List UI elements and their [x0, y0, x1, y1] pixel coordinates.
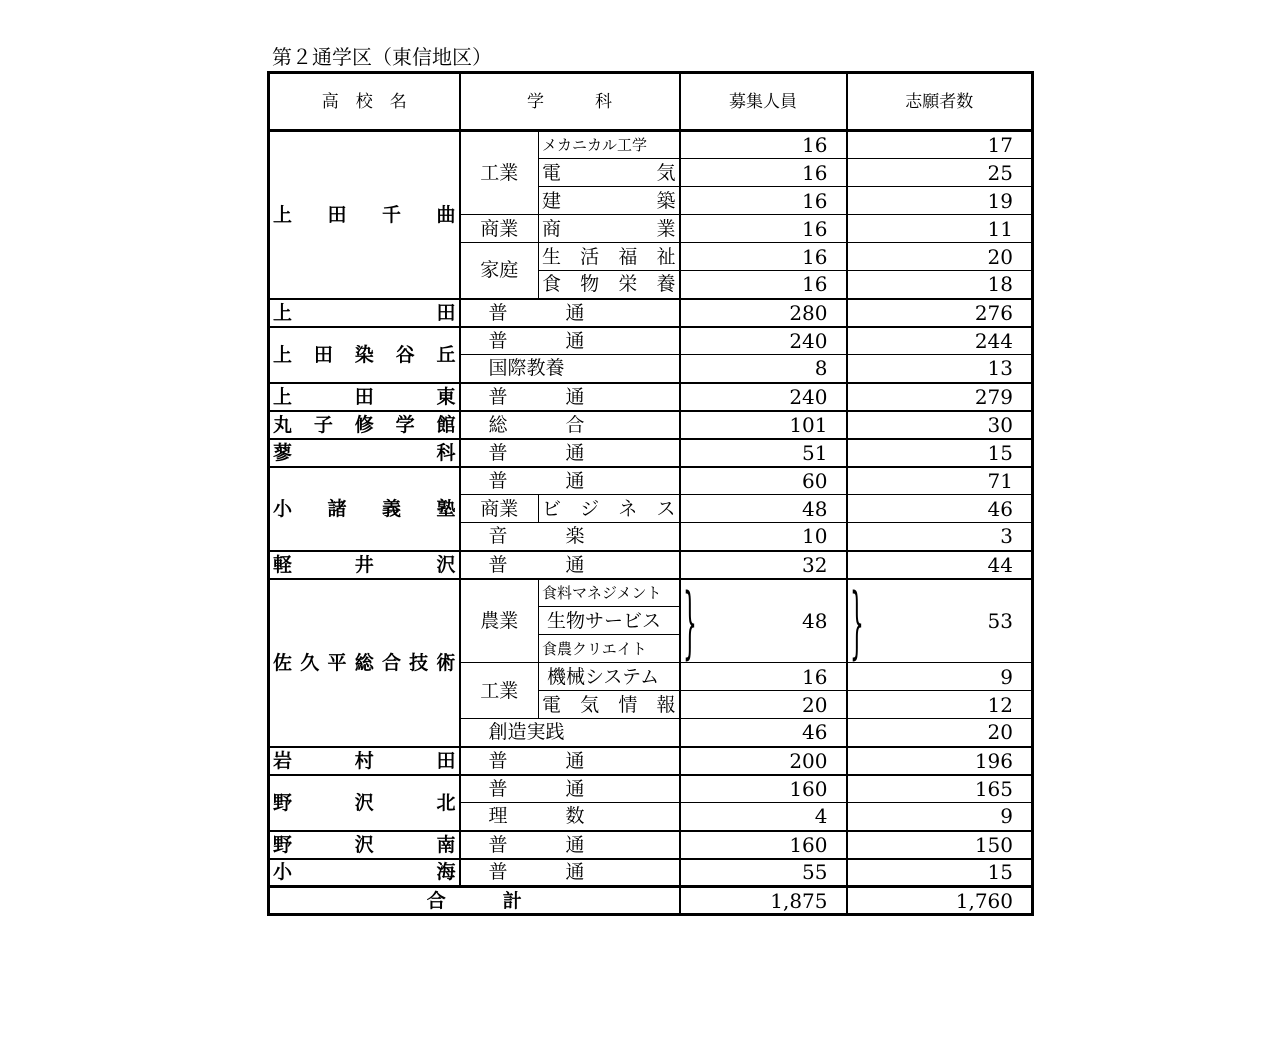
dept-name: 食 物 栄 養 [539, 271, 680, 299]
table-row [269, 327, 1033, 355]
quota-cell: 48 [680, 495, 847, 523]
table-row [269, 551, 1033, 579]
quota-cell: 160 [680, 831, 847, 859]
dept-name: 建 築 [539, 187, 680, 215]
quota-cell: 280 [680, 299, 847, 327]
quota-cell: 51 [680, 439, 847, 467]
school-name: 小 諸 義 塾 [269, 467, 460, 551]
dept-name: 普 通 [460, 775, 680, 803]
brace-icon: } [849, 578, 864, 663]
school-name: 佐 久 平 総 合 技 術 [269, 579, 460, 747]
applicants-cell: 12 [847, 691, 1033, 719]
applicants-cell: 276 [847, 299, 1033, 327]
applicants-cell: 15 [847, 859, 1033, 887]
table-row [269, 775, 1033, 803]
dept-group: 商業 [460, 495, 539, 523]
dept-name: 普 通 [460, 859, 680, 887]
dept-name: メカニカル工学 [539, 131, 680, 159]
applicants-cell: 46 [847, 495, 1033, 523]
applicants-cell: 44 [847, 551, 1033, 579]
quota-cell: 46 [680, 719, 847, 747]
applicants-table [267, 71, 1034, 916]
table-row [269, 747, 1033, 775]
applicants-cell-combined: } 53 [847, 579, 1033, 663]
table-row [269, 439, 1033, 467]
dept-name: 音 楽 [460, 523, 680, 551]
quota-cell: 16 [680, 187, 847, 215]
applicants-cell: 71 [847, 467, 1033, 495]
school-name: 上 田 [269, 299, 460, 327]
quota-cell: 60 [680, 467, 847, 495]
applicants-cell: 244 [847, 327, 1033, 355]
applicants-cell: 17 [847, 131, 1033, 159]
dept-name: 創造実践 [460, 719, 680, 747]
quota-cell: 4 [680, 803, 847, 831]
quota-cell: 32 [680, 551, 847, 579]
dept-name: 普 通 [460, 467, 680, 495]
page-title: 第２通学区（東信地区） [272, 45, 492, 69]
school-name: 軽 井 沢 [269, 551, 460, 579]
dept-group: 農業 [460, 579, 539, 663]
quota-cell: 200 [680, 747, 847, 775]
table-header-row [269, 73, 1033, 131]
school-name: 野 沢 北 [269, 775, 460, 831]
dept-name: 普 通 [460, 439, 680, 467]
school-name: 上 田 染 谷 丘 [269, 327, 460, 383]
quota-cell: 16 [680, 131, 847, 159]
school-name: 野 沢 南 [269, 831, 460, 859]
dept-name: 理 数 [460, 803, 680, 831]
applicants-cell: 20 [847, 719, 1033, 747]
school-name: 丸 子 修 学 館 [269, 411, 460, 439]
dept-name: 普 通 [460, 383, 680, 411]
applicants-cell: 19 [847, 187, 1033, 215]
dept-name: 国際教養 [460, 355, 680, 383]
applicants-cell: 196 [847, 747, 1033, 775]
table-row [269, 859, 1033, 887]
quota-cell: 160 [680, 775, 847, 803]
dept-name: 普 通 [460, 551, 680, 579]
table-row [269, 383, 1033, 411]
quota-cell: 55 [680, 859, 847, 887]
quota-cell-combined: } 48 [680, 579, 847, 663]
quota-cell: 101 [680, 411, 847, 439]
dept-group: 工業 [460, 663, 539, 719]
dept-name: 電 気 [539, 159, 680, 187]
dept-name: 商 業 [539, 215, 680, 243]
applicants-cell: 9 [847, 803, 1033, 831]
quota-cell: 16 [680, 663, 847, 691]
school-name: 小 海 [269, 859, 460, 887]
school-name: 上 田 東 [269, 383, 460, 411]
dept-group: 家庭 [460, 243, 539, 299]
school-name: 岩 村 田 [269, 747, 460, 775]
applicants-cell: 150 [847, 831, 1033, 859]
applicants-cell: 165 [847, 775, 1033, 803]
quota-cell: 16 [680, 243, 847, 271]
applicants-cell: 13 [847, 355, 1033, 383]
applicants-cell: 3 [847, 523, 1033, 551]
applicants-cell: 30 [847, 411, 1033, 439]
total-label: 合 計 [269, 887, 680, 915]
applicants-cell: 279 [847, 383, 1033, 411]
dept-name: 生物サービス [539, 607, 680, 635]
header-school: 高 校 名 [269, 73, 460, 131]
applicants-cell: 9 [847, 663, 1033, 691]
header-applicants: 志願者数 [847, 73, 1033, 131]
dept-name: 食料マネジメント [539, 579, 680, 607]
table-row [269, 579, 1033, 607]
total-row [269, 887, 1033, 915]
table-row [269, 411, 1033, 439]
dept-name: 普 通 [460, 299, 680, 327]
quota-cell: 240 [680, 327, 847, 355]
table-row [269, 131, 1033, 159]
total-quota: 1,875 [680, 887, 847, 915]
table-row [269, 831, 1033, 859]
dept-group: 商業 [460, 215, 539, 243]
dept-name: 普 通 [460, 831, 680, 859]
dept-name: 普 通 [460, 747, 680, 775]
table-row [269, 299, 1033, 327]
dept-name: 普 通 [460, 327, 680, 355]
dept-name: 総 合 [460, 411, 680, 439]
school-name: 上 田 千 曲 [269, 131, 460, 299]
applicants-cell: 25 [847, 159, 1033, 187]
quota-cell: 16 [680, 271, 847, 299]
dept-name: 機械システム [539, 663, 680, 691]
quota-cell: 10 [680, 523, 847, 551]
brace-icon: } [682, 578, 697, 663]
school-name: 蓼 科 [269, 439, 460, 467]
dept-name: 生 活 福 祉 [539, 243, 680, 271]
applicants-cell: 15 [847, 439, 1033, 467]
header-department: 学 科 [460, 73, 680, 131]
quota-cell: 240 [680, 383, 847, 411]
dept-name: 食農クリエイト [539, 635, 680, 663]
table-row [269, 467, 1033, 495]
dept-name: 電 気 情 報 [539, 691, 680, 719]
applicants-cell: 11 [847, 215, 1033, 243]
applicants-cell: 20 [847, 243, 1033, 271]
dept-name: ビ ジ ネ ス [539, 495, 680, 523]
quota-cell: 20 [680, 691, 847, 719]
quota-cell: 8 [680, 355, 847, 383]
quota-cell: 16 [680, 159, 847, 187]
dept-group: 工業 [460, 131, 539, 215]
total-applicants: 1,760 [847, 887, 1033, 915]
quota-cell: 16 [680, 215, 847, 243]
header-quota: 募集人員 [680, 73, 847, 131]
applicants-cell: 18 [847, 271, 1033, 299]
